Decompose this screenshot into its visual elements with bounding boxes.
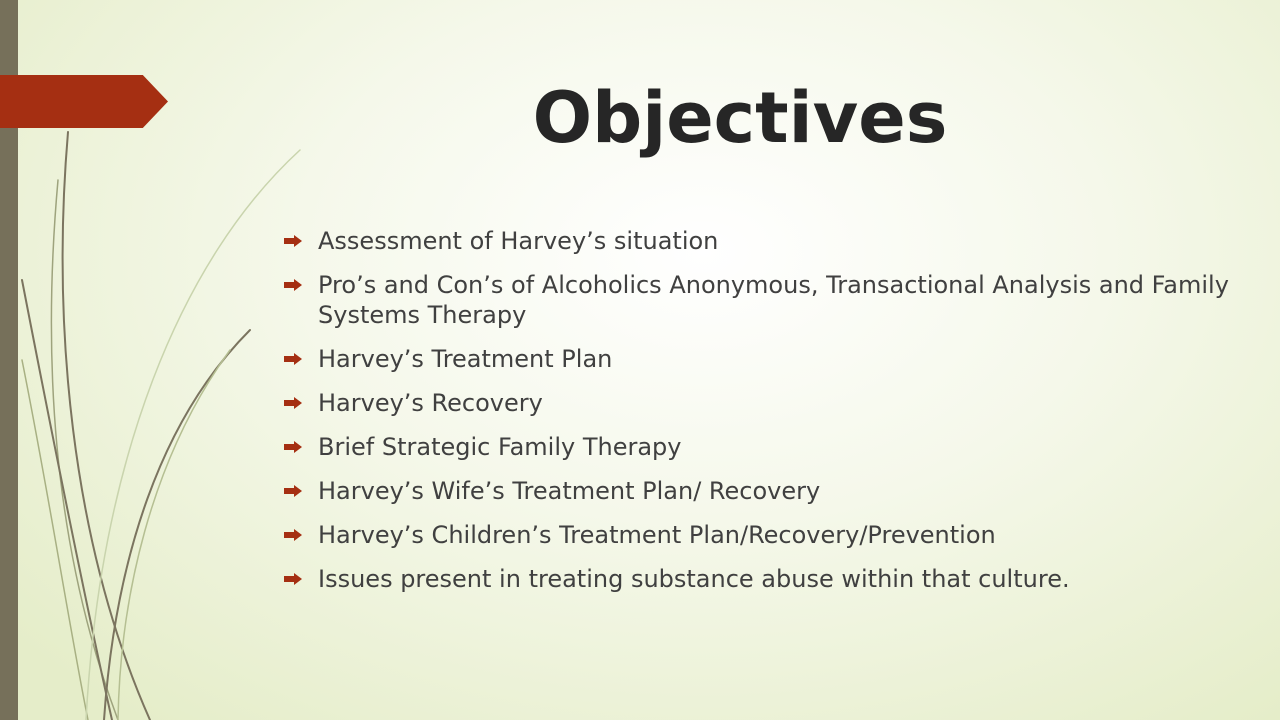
list-item <box>284 432 1244 462</box>
list-item-text: Pro’s and Con’s of Alcoholics Anonymous, Transactional Analysis and Family Systems Therapy <box>318 271 1229 329</box>
list-item <box>284 388 1244 418</box>
arrow-right-icon <box>284 485 302 497</box>
list-item-text: Brief Strategic Family Therapy <box>318 433 682 461</box>
objectives-list <box>284 226 1244 608</box>
arrow-right-icon <box>284 397 302 409</box>
list-item-text: Assessment of Harvey’s situation <box>318 227 719 255</box>
list-item <box>284 226 1244 256</box>
list-item <box>284 344 1244 374</box>
list-item <box>284 564 1244 594</box>
arrow-right-icon <box>284 573 302 585</box>
list-item <box>284 520 1244 550</box>
list-item-text: Harvey’s Children’s Treatment Plan/Recovery/Prevention <box>318 521 996 549</box>
arrow-right-icon <box>284 235 302 247</box>
arrow-right-icon <box>284 279 302 291</box>
list-item-text: Harvey’s Treatment Plan <box>318 345 613 373</box>
list-item <box>284 476 1244 506</box>
list-item-text: Issues present in treating substance abuse within that culture. <box>318 565 1070 593</box>
arrow-right-icon <box>284 441 302 453</box>
arrow-right-icon <box>284 353 302 365</box>
slide-title: Objectives <box>532 77 948 159</box>
list-item-text: Harvey’s Recovery <box>318 389 543 417</box>
list-item <box>284 270 1244 330</box>
arrow-right-icon <box>284 529 302 541</box>
title-accent-arrow <box>0 75 168 128</box>
list-item-text: Harvey’s Wife’s Treatment Plan/ Recovery <box>318 477 821 505</box>
